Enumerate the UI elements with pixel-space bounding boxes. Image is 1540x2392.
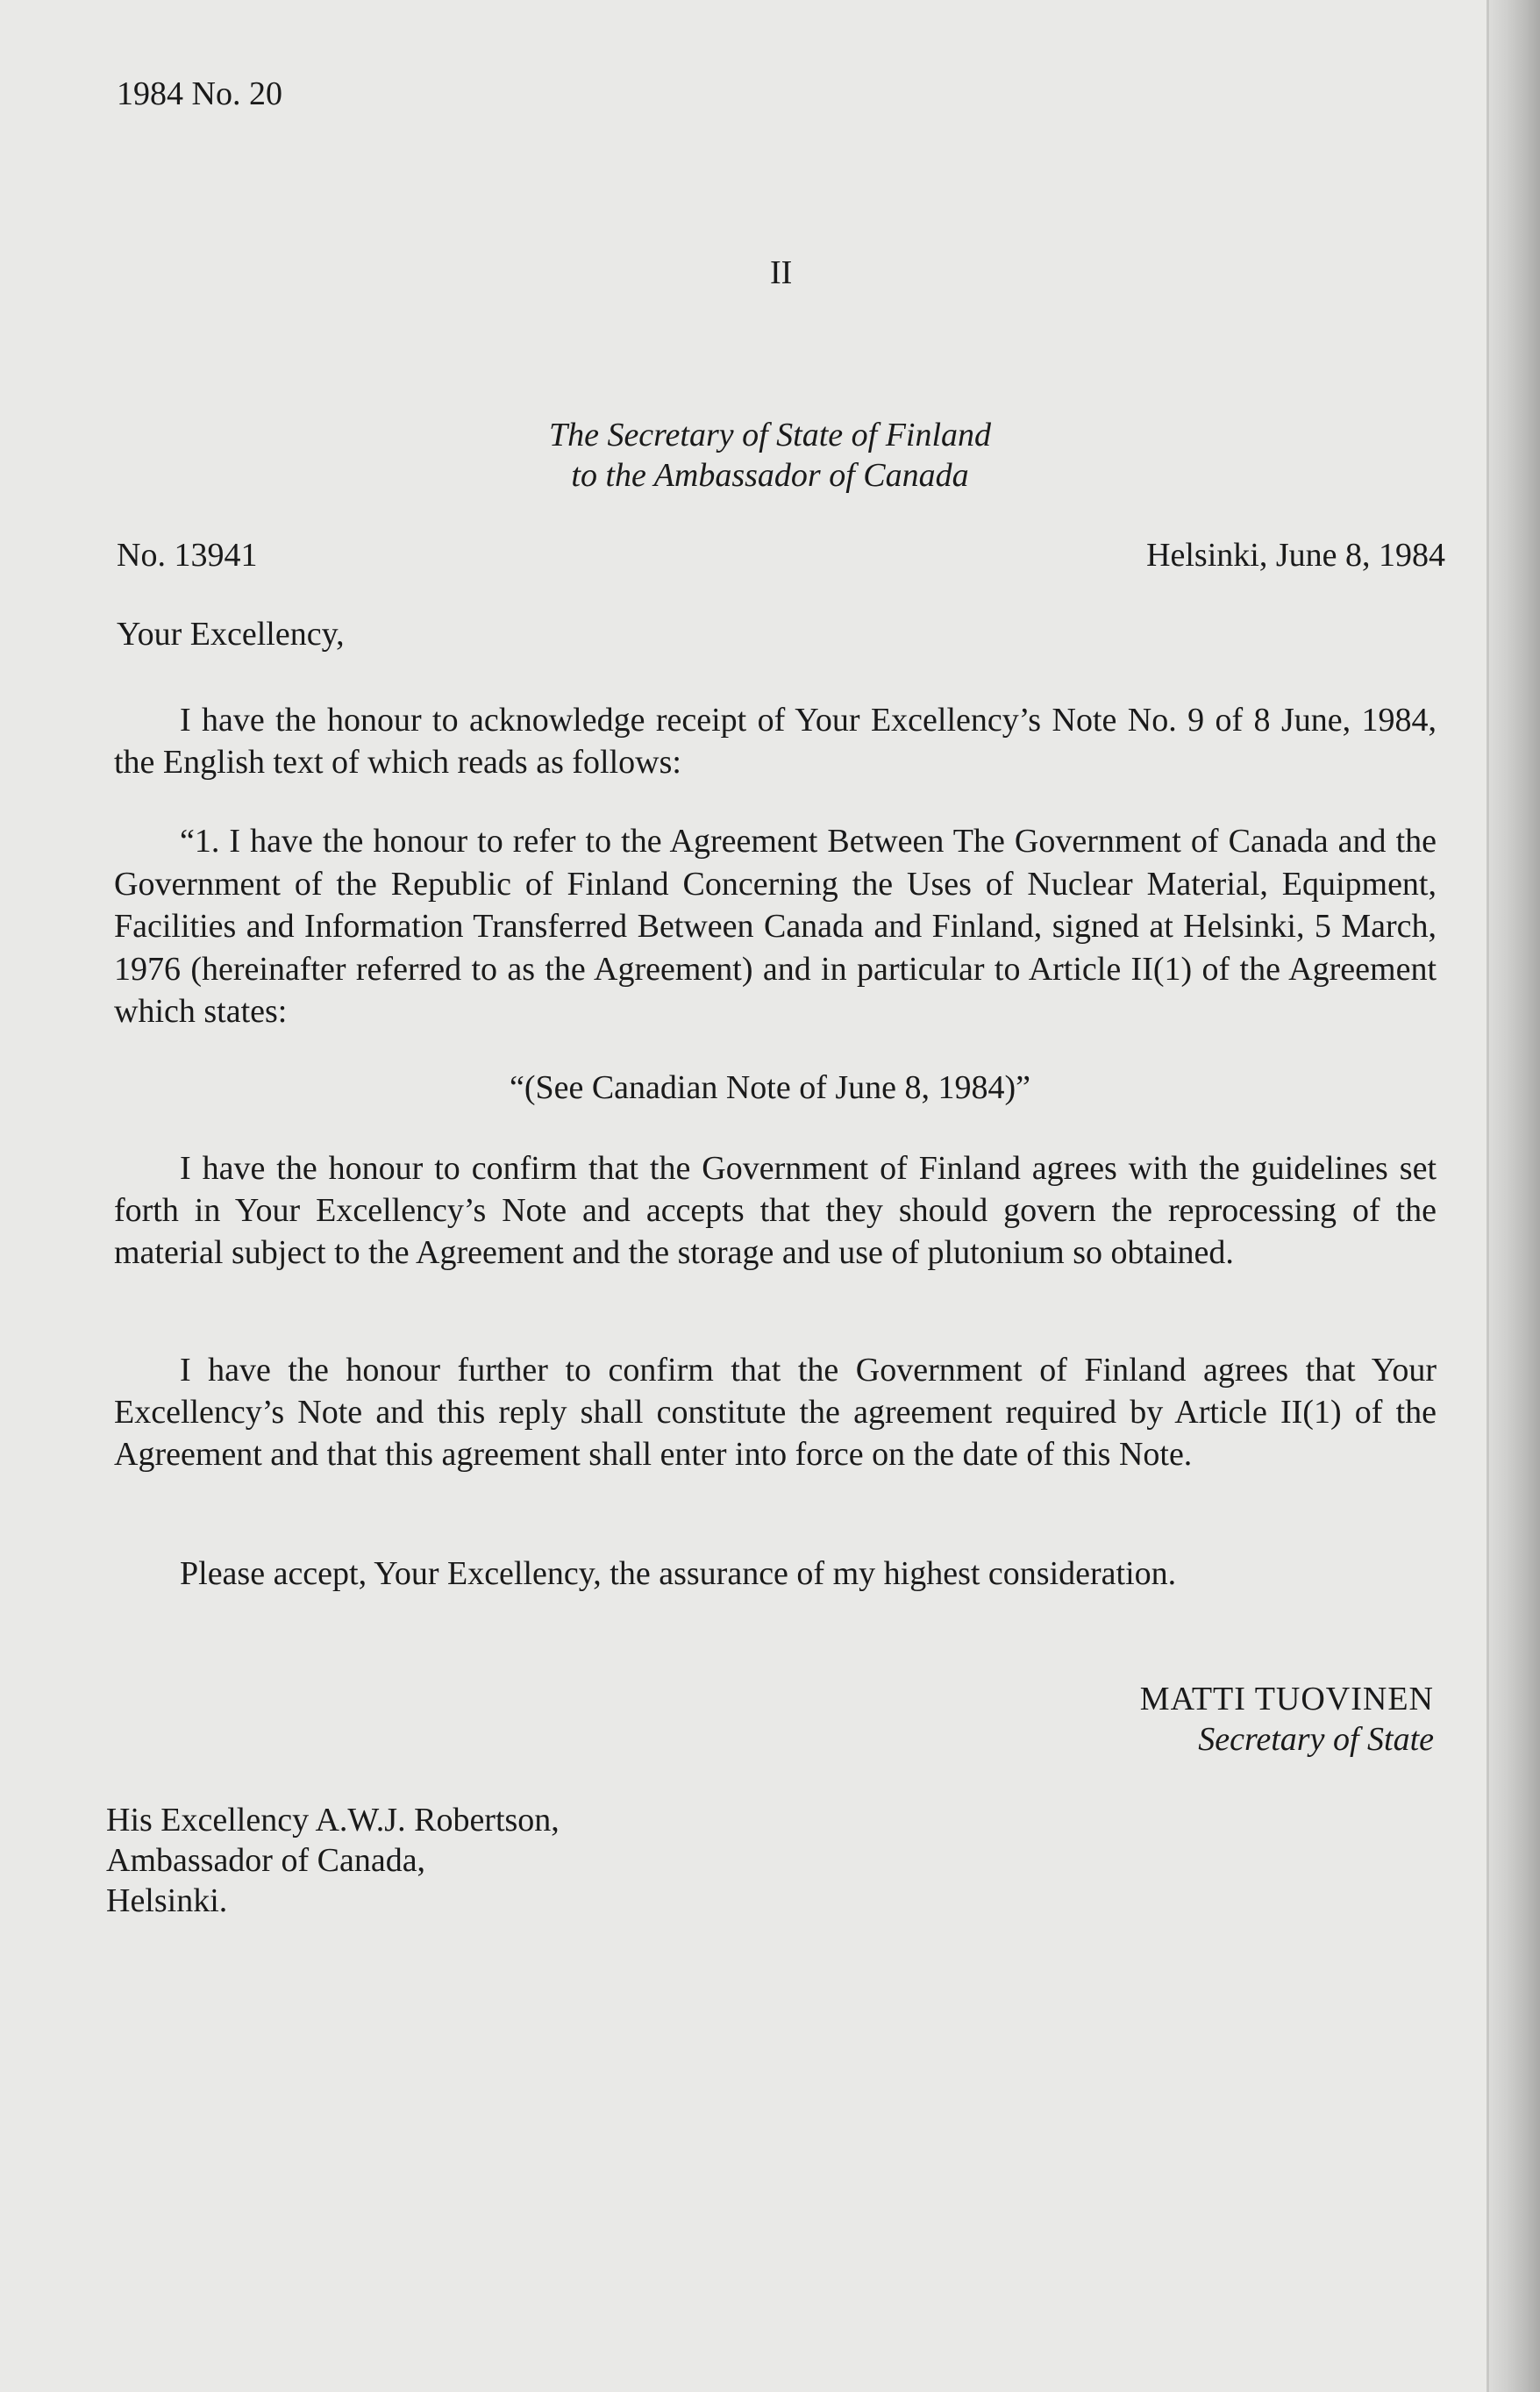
section-number: II (770, 254, 793, 291)
salutation: Your Excellency, (117, 616, 345, 653)
place-date: Helsinki, June 8, 1984 (1146, 537, 1445, 574)
paragraph-acknowledge (114, 699, 1437, 783)
addressee-line2: Ambassador of Canada, (106, 1842, 426, 1879)
page-edge-shadow (1489, 0, 1540, 2392)
paragraph-confirm-guidelines-text: I have the honour to confirm that the Government of Finland agrees with the guidelines set forth in Your Excellency’s Note and accepts that they should govern the reprocessing of the material subject to the Agreement and the storage and use of plutonium so obtained. (114, 1150, 1437, 1271)
paragraph-quoted-note (114, 820, 1437, 1033)
paragraph-closing-text: Please accept, Your Excellency, the assurance of my highest consideration. (180, 1555, 1177, 1592)
letter-title-line2: to the Ambassador of Canada (571, 457, 969, 494)
signature-name: MATTI TUOVINEN (1139, 1681, 1434, 1717)
series-header: 1984 No. 20 (117, 75, 282, 112)
paragraph-confirm-guidelines (114, 1147, 1437, 1274)
paragraph-acknowledge-text: I have the honour to acknowledge receipt of Your Excellency’s Note No. 9 of 8 June, 1984, the English text of which reads as follows: (114, 702, 1437, 781)
quoted-reference: “(See Canadian Note of June 8, 1984)” (509, 1069, 1031, 1106)
addressee-line3: Helsinki. (106, 1882, 228, 1919)
paragraph-quoted-note-text: “1. I have the honour to refer to the Agreement Between The Government of Canada and the Government of the Republic of Finland Concerning the Uses of Nuclear Material, Equipment, Facilities and Information Transferred Between Canada and Finland, signed at Helsinki, 5 March, 1976 (hereinafter referred to as the Agreement) and in particular to Article II(1) of the Agreement which states: (114, 823, 1437, 1030)
paragraph-confirm-agreement (114, 1349, 1437, 1475)
addressee-line1: His Excellency A.W.J. Robertson, (106, 1802, 560, 1839)
note-number: No. 13941 (117, 537, 258, 574)
paragraph-closing (114, 1553, 1437, 1595)
letter-title-line1: The Secretary of State of Finland (548, 417, 992, 453)
paragraph-confirm-agreement-text: I have the honour further to confirm that the Government of Finland agrees that Your Excellency’s Note and this reply shall constitute the agreement required by Article II(1) of the Agreement and that this agreement shall enter into force on the date of this Note. (114, 1352, 1437, 1473)
signature-title: Secretary of State (1198, 1721, 1434, 1758)
